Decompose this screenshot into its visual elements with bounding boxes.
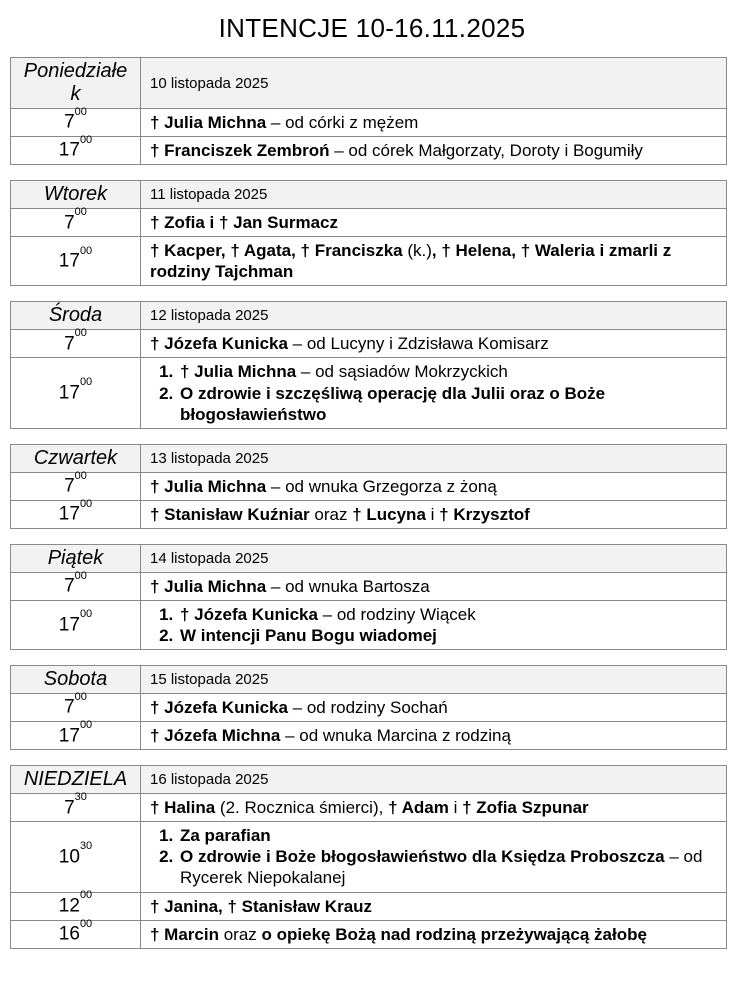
intention-list-item [178, 625, 717, 646]
intention-text-segment: † Józefa Kunicka [180, 604, 318, 624]
intention-text-segment: – od rodziny Sochań [287, 698, 448, 718]
intention-text [141, 237, 727, 286]
intention-text-segment: † Julia Michna [150, 113, 267, 132]
mass-time-hour: 17 [58, 139, 80, 161]
mass-time [11, 358, 141, 428]
mass-time-minutes: 00 [79, 244, 93, 257]
intention-row [11, 920, 727, 948]
day-header-row [11, 58, 727, 109]
day-date: 14 listopada 2025 [141, 544, 727, 572]
mass-time-hour: 17 [58, 724, 80, 746]
mass-time-minutes: 00 [74, 105, 87, 118]
intention-row [11, 472, 727, 500]
day-header-row [11, 666, 727, 694]
intention-text-segment: – od wnuka Grzegorza z żoną [266, 476, 497, 496]
intention-text-segment: – od córek Małgorzaty, Doroty i Bogumiły [329, 141, 643, 161]
intention-row [11, 572, 727, 600]
mass-time-hour: 7 [64, 333, 75, 355]
mass-time-minutes: 00 [79, 376, 93, 389]
intention-list-item [178, 825, 717, 846]
intention-text-segment: † Julia Michna [150, 576, 267, 596]
intention-text [141, 472, 727, 500]
intention-text-segment: † Marcin [150, 924, 219, 944]
intention-text-segment: o opiekę Bożą nad rodziną przeżywającą żałobę [261, 924, 647, 944]
intention-text [141, 572, 727, 600]
mass-time-hour: 7 [64, 475, 75, 497]
mass-time [11, 719, 141, 750]
intention-text-segment: – od sąsiadów Mokrzyckich [296, 362, 508, 382]
intention-text-segment: W intencji Panu Bogu wiadomej [180, 626, 437, 646]
intention-row [11, 892, 727, 920]
intention-text-segment: † Józefa Kunicka [150, 698, 288, 718]
intention-list-item [178, 383, 717, 425]
day-name: Sobota [11, 666, 141, 694]
intention-text-segment: † Lucyna [352, 504, 426, 524]
day-date: 15 listopada 2025 [141, 666, 727, 694]
day-date: 13 listopada 2025 [141, 444, 727, 472]
mass-time [11, 569, 141, 600]
day-name: Wtorek [11, 181, 141, 209]
intention-text-segment: † Franciszek Zembroń [150, 141, 330, 161]
intention-text-segment: – od wnuka Marcina z rodziną [280, 726, 511, 746]
intention-text [141, 209, 727, 237]
intention-row [11, 137, 727, 165]
intention-text [141, 330, 727, 358]
intention-list-item [178, 361, 717, 382]
mass-time-minutes: 00 [79, 497, 93, 510]
mass-time-hour: 17 [58, 250, 80, 272]
day-table [10, 544, 727, 650]
mass-time-minutes: 00 [74, 690, 87, 703]
day-table [10, 301, 727, 428]
mass-time-hour: 7 [64, 211, 75, 233]
mass-time-minutes: 30 [79, 840, 93, 853]
mass-time-hour: 10 [58, 846, 80, 868]
intention-text-segment: † Józefa Kunicka [150, 334, 288, 354]
intention-text [141, 892, 727, 920]
mass-time-minutes: 00 [74, 469, 87, 482]
intention-row [11, 358, 727, 428]
day-date: 11 listopada 2025 [141, 181, 727, 209]
intention-row [11, 722, 727, 750]
intention-text-segment: † Janina, † Stanisław Krauz [150, 896, 373, 916]
intention-text-segment: † Julia Michna [150, 476, 267, 496]
day-header-row [11, 302, 727, 330]
mass-time-hour: 17 [58, 614, 80, 636]
intention-text-segment: i [425, 504, 440, 524]
day-header-row [11, 544, 727, 572]
intention-text-segment: † Krzysztof [439, 504, 530, 524]
intention-text-segment: oraz [218, 924, 262, 944]
intention-row [11, 237, 727, 286]
mass-time-minutes: 30 [74, 791, 87, 804]
mass-time [11, 237, 141, 286]
intention-list [150, 361, 717, 424]
intention-row [11, 822, 727, 892]
intention-text [141, 137, 727, 165]
mass-time-hour: 17 [58, 503, 80, 525]
day-name: NIEDZIELA [11, 766, 141, 794]
intention-text-segment: (k.) [407, 241, 432, 261]
day-table [10, 180, 727, 286]
intention-list-item [178, 604, 717, 625]
mass-time [11, 497, 141, 528]
intention-text [141, 358, 727, 428]
mass-time [11, 917, 141, 948]
mass-time-hour: 7 [64, 111, 75, 133]
mass-time [11, 791, 141, 822]
intention-text-segment: – od rodziny Wiącek [317, 604, 476, 624]
mass-time [11, 327, 141, 358]
mass-time [11, 206, 141, 237]
intention-text-segment: , † Helena, † Waleria i zmarli z rodziny Tajchman [150, 241, 672, 282]
intention-row [11, 209, 727, 237]
mass-time-hour: 17 [58, 382, 80, 404]
intention-text-segment: – od Rycerek Niepokalanej [180, 847, 703, 888]
day-table [10, 765, 727, 948]
day-table [10, 444, 727, 529]
day-date: 12 listopada 2025 [141, 302, 727, 330]
mass-time [11, 600, 141, 649]
day-date: 16 listopada 2025 [141, 766, 727, 794]
intention-list [150, 604, 717, 646]
mass-time-minutes: 00 [79, 133, 93, 146]
intention-text-segment: – od Lucyny i Zdzisława Komisarz [287, 334, 549, 354]
mass-time-minutes: 00 [74, 569, 87, 582]
intention-text-segment: † Adam [388, 798, 449, 818]
intention-text-segment: † Zofia Szpunar [462, 798, 589, 818]
intention-text-segment: – od córki z mężem [266, 113, 419, 132]
mass-time [11, 105, 141, 137]
intention-text [141, 600, 727, 649]
intention-text-segment: – od wnuka Bartosza [266, 576, 430, 596]
intention-text [141, 694, 727, 722]
intention-text-segment: i [448, 798, 463, 818]
day-header-row [11, 444, 727, 472]
intention-text [141, 794, 727, 822]
intention-text-segment: † Józefa Michna [150, 726, 281, 746]
day-name: Środa [11, 302, 141, 330]
intention-list [150, 825, 717, 888]
day-header-row [11, 181, 727, 209]
intention-list-item [178, 846, 717, 888]
intention-row [11, 500, 727, 528]
intention-row [11, 694, 727, 722]
intention-text [141, 109, 727, 137]
mass-time [11, 889, 141, 920]
intention-text-segment: O zdrowie i szczęśliwą operację dla Julii oraz o Boże błogosławieństwo [180, 383, 606, 424]
intention-text-segment: † Halina [150, 798, 216, 818]
intention-text-segment: Za parafian [180, 826, 271, 846]
mass-time-minutes: 00 [79, 917, 93, 930]
mass-time [11, 822, 141, 892]
intention-text [141, 500, 727, 528]
intention-text-segment: † Zofia i † Jan Surmacz [150, 213, 339, 233]
intention-text-segment: † Kacper, † Agata, † Franciszka [150, 241, 408, 261]
intention-text [141, 722, 727, 750]
mass-time-minutes: 00 [79, 889, 93, 902]
mass-time-minutes: 00 [79, 608, 93, 621]
day-name: Piątek [11, 544, 141, 572]
mass-time [11, 469, 141, 500]
intention-text-segment: (2. Rocznica śmierci), [215, 798, 389, 818]
intention-row [11, 794, 727, 822]
day-table [10, 57, 727, 165]
mass-time [11, 133, 141, 165]
page-title: INTENCJE 10-16.11.2025 [218, 13, 526, 43]
mass-time-hour: 12 [58, 895, 80, 917]
mass-time-minutes: 00 [79, 719, 93, 732]
mass-time-hour: 16 [58, 923, 80, 945]
intention-text-segment: † Stanisław Kuźniar [150, 504, 310, 524]
intention-text [141, 920, 727, 948]
mass-time-hour: 7 [64, 796, 75, 818]
day-header-row [11, 766, 727, 794]
intentions-tables [0, 57, 744, 949]
intention-row [11, 109, 727, 137]
intention-text-segment: oraz [309, 504, 353, 524]
mass-time-minutes: 00 [74, 206, 87, 219]
intention-row [11, 600, 727, 649]
day-table [10, 665, 727, 750]
mass-time [11, 690, 141, 722]
mass-time-hour: 7 [64, 575, 75, 597]
day-name: Czwartek [11, 444, 141, 472]
intention-text-segment: † Julia Michna [180, 362, 297, 382]
mass-time-minutes: 00 [74, 327, 87, 340]
intention-text-segment: O zdrowie i Boże błogosławieństwo dla Księdza Proboszcza [180, 847, 665, 867]
mass-time-hour: 7 [64, 696, 75, 718]
intention-row [11, 330, 727, 358]
day-date: 10 listopada 2025 [141, 58, 727, 109]
day-name: Poniedziałek [11, 58, 141, 109]
intention-text [141, 822, 727, 892]
